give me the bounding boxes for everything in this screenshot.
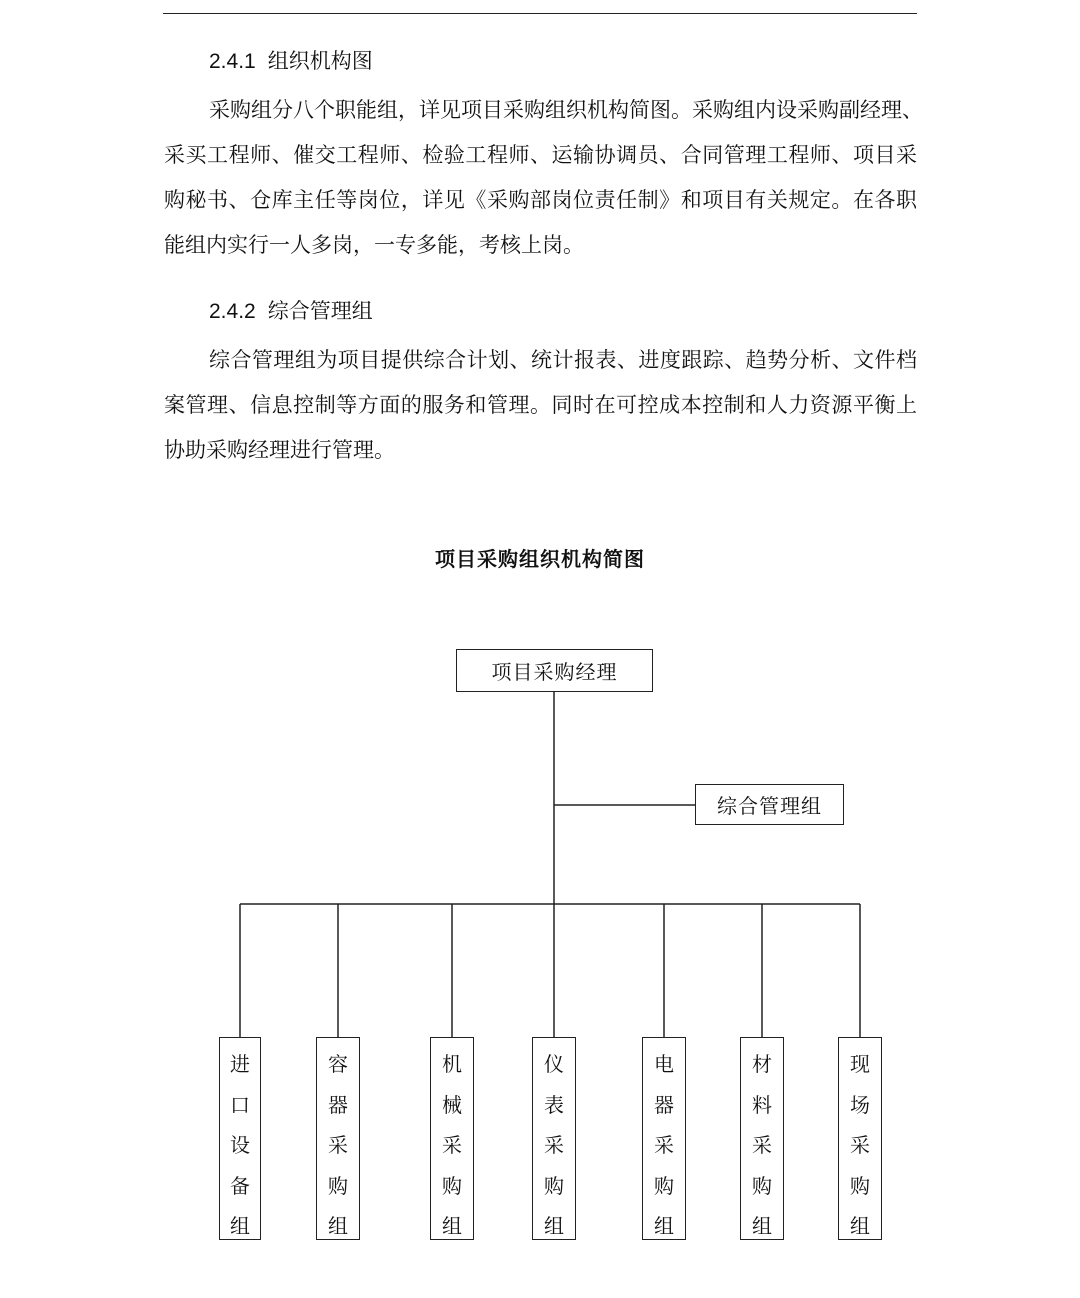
- group-box-instruments: [532, 1037, 576, 1240]
- org-chart-title: 项目采购组织机构简图: [435, 547, 645, 571]
- group-label-char: 购: [328, 1173, 348, 1198]
- paragraph-line: 协助采购经理进行管理。: [164, 438, 395, 462]
- group-box-vessels: [316, 1037, 360, 1240]
- group-label-char: 机: [442, 1052, 462, 1076]
- group-label-char: 组: [544, 1214, 564, 1238]
- group-label: [533, 1038, 575, 1239]
- group-label-char: 料: [752, 1092, 772, 1117]
- group-label-char: 械: [442, 1092, 462, 1117]
- paragraph-line: 案管理、信息控制等方面的服务和管理。同时在可控成本控制和人力资源平衡上: [164, 393, 917, 417]
- group-label-char: 组: [328, 1214, 348, 1238]
- group-label-char: 组: [230, 1214, 250, 1238]
- group-label-char: 采: [752, 1133, 772, 1157]
- staff-box: [695, 784, 844, 825]
- group-label: [317, 1038, 359, 1239]
- group-label-char: 组: [752, 1214, 772, 1238]
- group-label: [643, 1038, 685, 1239]
- group-label-char: 进: [230, 1052, 250, 1076]
- section-title: 组织机构图: [267, 49, 373, 73]
- group-label: [741, 1038, 783, 1239]
- group-label-char: 采: [654, 1133, 674, 1157]
- root-label: 项目采购经理: [491, 660, 618, 684]
- group-label-char: 采: [442, 1133, 462, 1157]
- group-label-char: 器: [654, 1092, 674, 1117]
- group-box-materials: [740, 1037, 784, 1240]
- group-box-machinery: [430, 1037, 474, 1240]
- group-label-char: 购: [850, 1173, 870, 1198]
- staff-label: 综合管理组: [717, 794, 822, 818]
- group-label-char: 器: [328, 1092, 348, 1117]
- group-box-electrical: [642, 1037, 686, 1240]
- group-label-char: 组: [442, 1214, 462, 1238]
- group-label-char: 采: [328, 1133, 348, 1157]
- group-label-char: 购: [442, 1173, 462, 1198]
- group-label-char: 组: [850, 1214, 870, 1238]
- group-label-char: 场: [850, 1092, 870, 1117]
- group-box-site: [838, 1037, 882, 1240]
- group-label: [220, 1038, 260, 1239]
- group-label: [431, 1038, 473, 1239]
- group-label-char: 材: [752, 1052, 772, 1076]
- section-number: 2.4.1: [209, 50, 256, 73]
- group-label-char: 采: [544, 1133, 564, 1157]
- group-label-char: 仪: [544, 1052, 564, 1076]
- group-label-char: 购: [544, 1173, 564, 1198]
- section-title: 综合管理组: [267, 299, 373, 323]
- group-label: [839, 1038, 881, 1239]
- group-label-char: 采: [850, 1133, 870, 1157]
- group-label-char: 电: [654, 1052, 674, 1076]
- group-label-char: 表: [544, 1092, 564, 1117]
- group-label-char: 容: [328, 1052, 348, 1076]
- paragraph-line: 综合管理组为项目提供综合计划、统计报表、进度跟踪、趋势分析、文件档: [209, 348, 917, 372]
- group-label-char: 口: [230, 1092, 250, 1117]
- group-label-char: 购: [752, 1173, 772, 1198]
- group-label-char: 现: [850, 1052, 870, 1076]
- paragraph-line: 能组内实行一人多岗，一专多能，考核上岗。: [164, 233, 584, 257]
- group-box-imported-equipment: [219, 1037, 261, 1240]
- group-label-char: 购: [654, 1173, 674, 1198]
- root-box: [456, 649, 653, 692]
- group-label-char: 组: [654, 1214, 674, 1238]
- paragraph-line: 购秘书、仓库主任等岗位，详见《采购部岗位责任制》和项目有关规定。在各职: [164, 188, 917, 212]
- group-label-char: 设: [230, 1133, 250, 1157]
- group-label-char: 备: [230, 1173, 250, 1198]
- paragraph-line: 采买工程师、催交工程师、检验工程师、运输协调员、合同管理工程师、项目采: [164, 143, 917, 167]
- section-number: 2.4.2: [209, 300, 256, 323]
- paragraph-line: 采购组分八个职能组，详见项目采购组织机构简图。采购组内设采购副经理、: [209, 98, 923, 122]
